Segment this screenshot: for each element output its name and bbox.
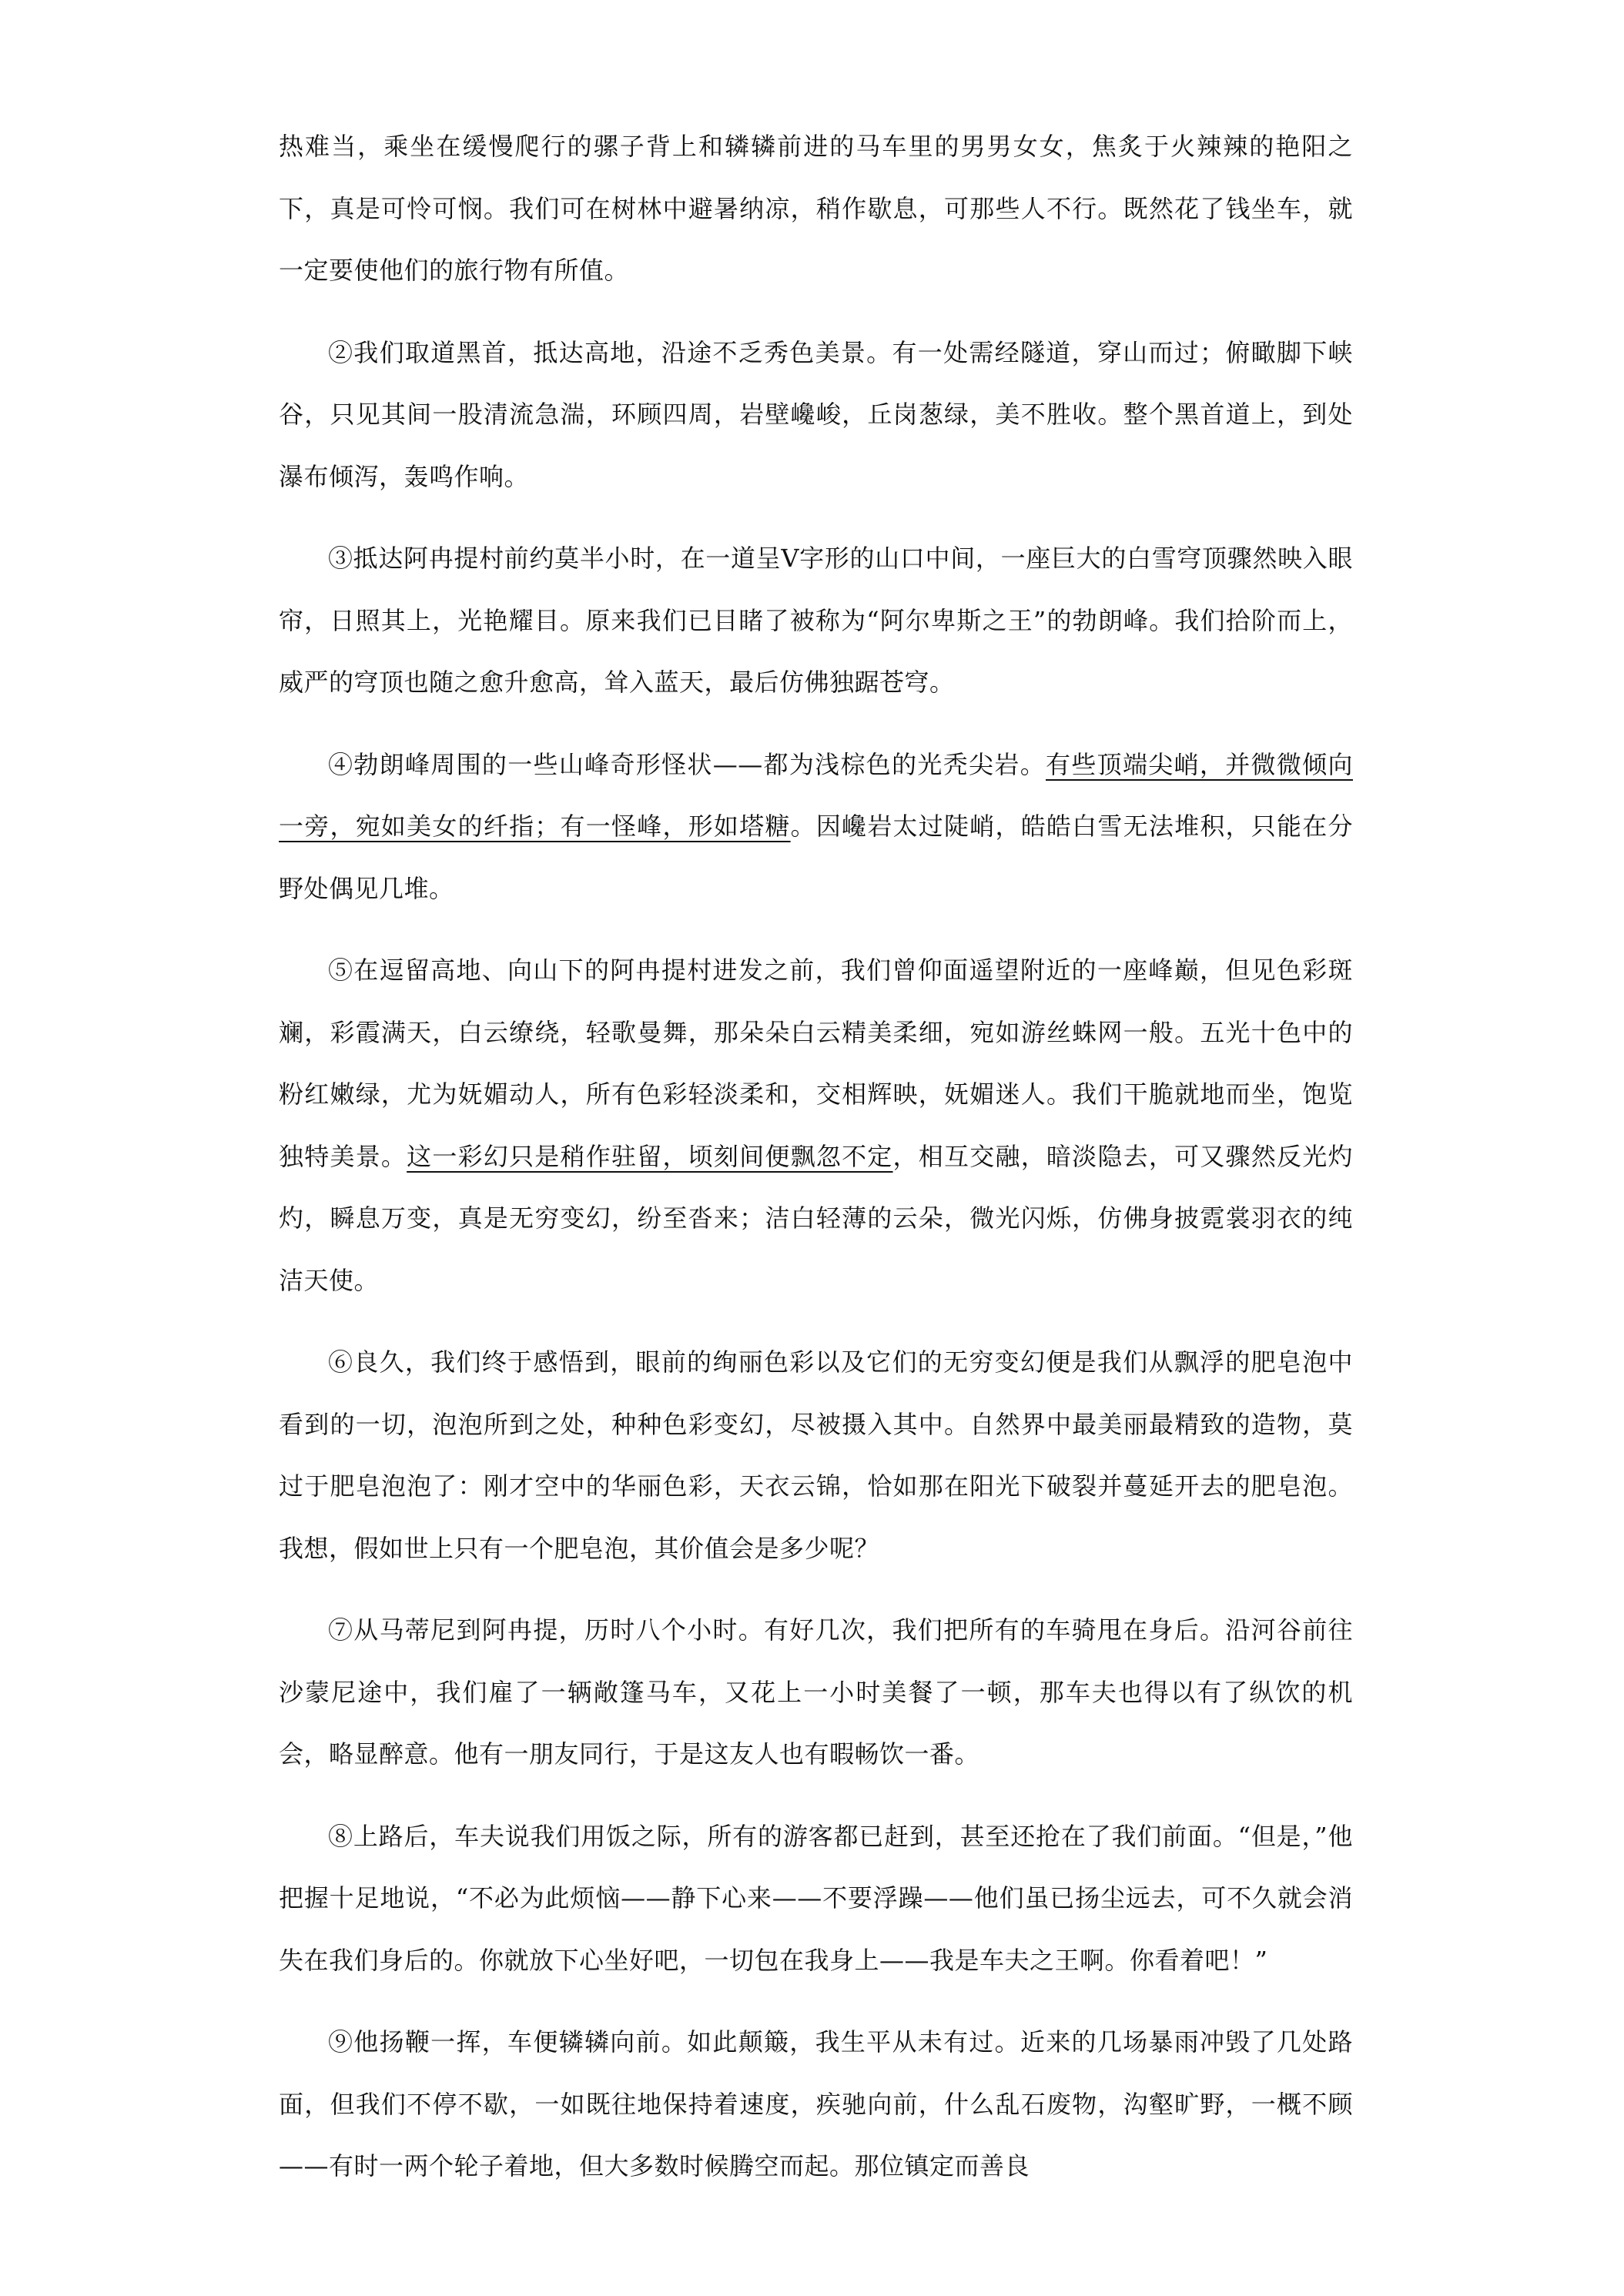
paragraph-text: ⑦从马蒂尼到阿冉提，历时八个小时。有好几次，我们把所有的车骑甩在身后。沿河谷前往沙蒙尼途中，我们雇了一辆敞篷马车，又花上一小时美餐了一顿，那车夫也得以有了纵饮的机会，略显醉意。他有一朋友同行，于是这友人也有暇畅饮一番。 (279, 1615, 1353, 1769)
paragraph-text: ⑤在逗留高地、向山下的阿冉提村进发之前，我们曾仰面遥望附近的一座峰巅，但见色彩斑斓，彩霞满天，白云缭绕，轻歌曼舞，那朵朵白云精美柔细，宛如游丝蛛网一般。五光十色中的粉红嫩绿，尤为妩媚动人，所有色彩轻淡柔和，交相辉映，妩媚迷人。我们干脆就地而坐，饱览独特美景。 (279, 956, 1353, 1171)
paragraph-text: ③抵达阿冉提村前约莫半小时，在一道呈Ⅴ字形的山口中间，一座巨大的白雪穹顶骤然映入眼帘，日照其上，光艳耀目。原来我们已目睹了被称为“阿尔卑斯之王”的勃朗峰。我们拾阶而上，威严的穹顶也随之愈升愈高，耸入蓝天，最后仿佛独踞苍穹。 (279, 544, 1353, 697)
paragraph-p2 (279, 322, 1353, 508)
paragraph-text: ②我们取道黑首，抵达高地，沿途不乏秀色美景。有一处需经隧道，穿山而过；俯瞰脚下峡谷，只见其间一股清流急湍，环顾四周，岩壁巉峻，丘岗葱绿，美不胜收。整个黑首道上，到处瀑布倾泻，轰鸣作响。 (279, 337, 1353, 491)
paragraph-p8 (279, 1806, 1353, 1992)
paragraph-text: ⑥良久，我们终于感悟到，眼前的绚丽色彩以及它们的无穷变幻便是我们从飘浮的肥皂泡中看到的一切，泡泡所到之处，种种色彩变幻，尽被摄入其中。自然界中最美丽最精致的造物，莫过于肥皂泡泡了：刚才空中的华丽色彩，天衣云锦，恰如那在阳光下破裂并蔓延开去的肥皂泡。我想，假如世上只有一个肥皂泡，其价值会是多少呢？ (279, 1347, 1353, 1563)
paragraph-text: 。因巉岩太过陡峭，皓皓白雪无法堆积，只能在分野处偶见几堆。 (279, 812, 1353, 903)
paragraph-text: 热难当，乘坐在缓慢爬行的骡子背上和辚辚前进的马车里的男男女女，焦炙于火辣辣的艳阳之下，真是可怜可悯。我们可在树林中避暑纳凉，稍作歇息，可那些人不行。既然花了钱坐车，就一定要使他们的旅行物有所值。 (279, 132, 1353, 285)
underlined-text: 有些顶端尖峭，并微微倾向一旁，宛如美女的纤指；有一怪峰，形如塔糖 (279, 749, 1353, 841)
paragraph-text: ⑧上路后，车夫说我们用饭之际，所有的游客都已赶到，甚至还抢在了我们前面。“但是，”他把握十足地说，“不必为此烦恼——静下心来——不要浮躁——他们虽已扬尘远去，可不久就会消失在我们身后的。你就放下心坐好吧，一切包在我身上——我是车夫之王啊。你看着吧！” (279, 1821, 1353, 1975)
paragraph-p0 (279, 115, 1353, 302)
paragraph-p5 (279, 939, 1353, 1311)
paragraph-text: ④勃朗峰周围的一些山峰奇形怪状——都为浅棕色的光秃尖岩。 (328, 749, 1046, 779)
paragraph-p9 (279, 2011, 1353, 2197)
paragraph-p7 (279, 1599, 1353, 1786)
paragraph-p6 (279, 1331, 1353, 1579)
document-body (279, 115, 1353, 2217)
paragraph-p4 (279, 734, 1353, 920)
underlined-text: 这一彩幻只是稍作驻留，顷刻间便飘忽不定 (407, 1141, 893, 1171)
paragraph-text: ，相互交融，暗淡隐去，可又骤然反光灼灼，瞬息万变，真是无穷变幻，纷至沓来；洁白轻薄的云朵，微光闪烁，仿佛身披霓裳羽衣的纯洁天使。 (279, 1141, 1353, 1295)
paragraph-p3 (279, 527, 1353, 714)
paragraph-text: ⑨他扬鞭一挥，车便辚辚向前。如此颠簸，我生平从未有过。近来的几场暴雨冲毁了几处路面，但我们不停不歇，一如既往地保持着速度，疾驰向前，什么乱石废物，沟壑旷野，一概不顾——有时一两个轮子着地，但大多数时候腾空而起。那位镇定而善良 (279, 2027, 1353, 2181)
